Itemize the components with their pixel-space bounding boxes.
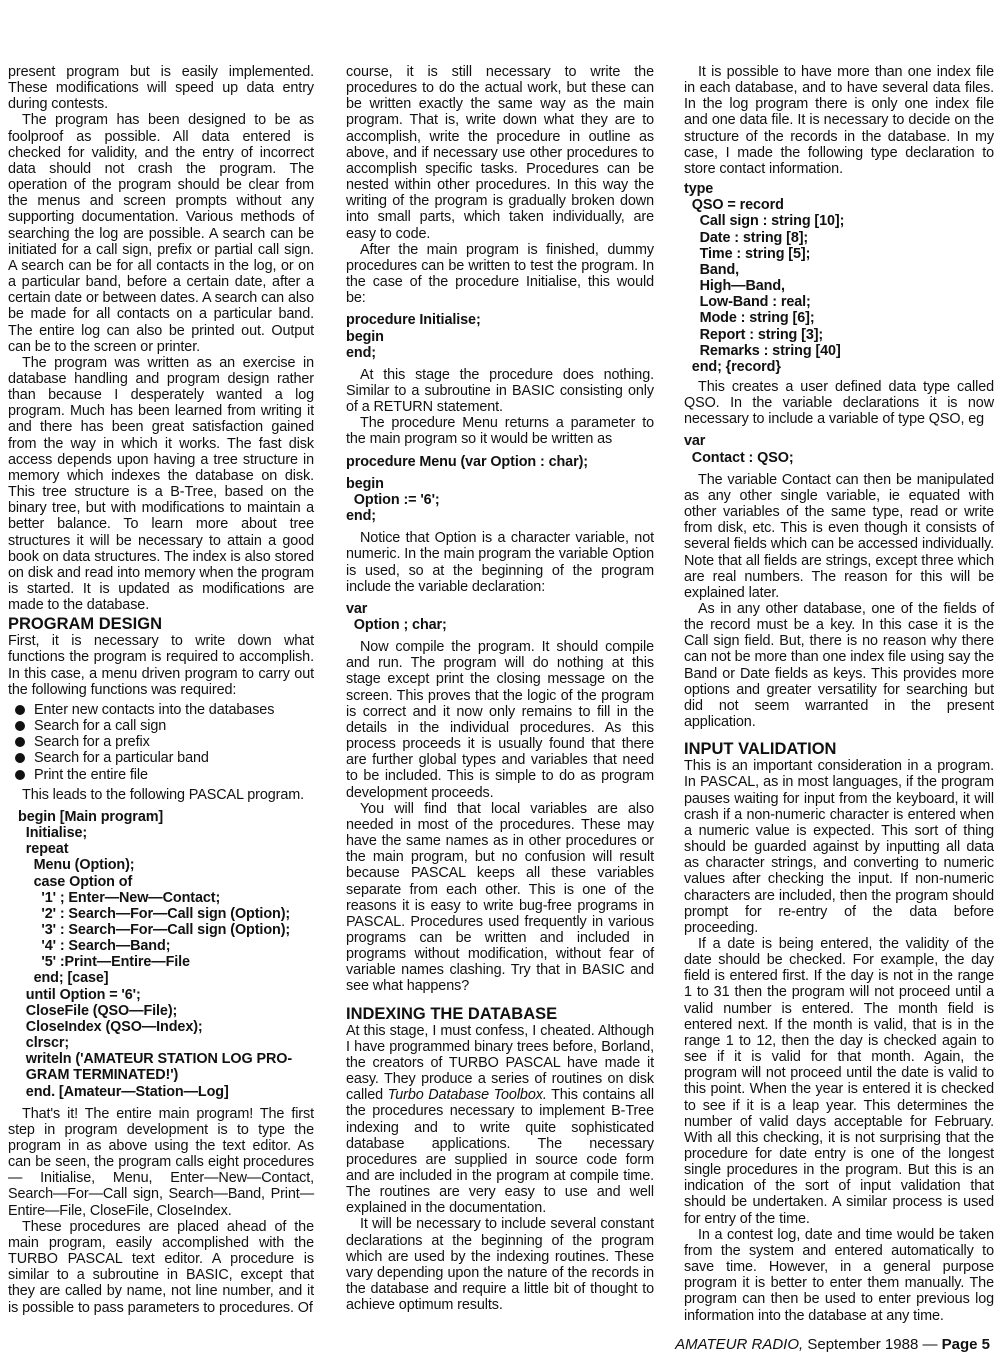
- paragraph: The variable Contact can then be manipulated as any other single variable, ie equated with other variables of the same type, read or write from disk, etc. This is even though it consists of several fields which can be accessed individually. Note that all fields are strings, except three which are real numbers. The reason for this will be explained later.: [684, 471, 994, 601]
- code-block-main-program: begin [Main program] Initialise; repeat Menu (Option); case Option of '1' ; Enter—New—Contact; '2' : Search—For—Call sign (Option); '3' : Search—For—Call sign (Option); '4' : Search—Band; '5' :Print—Entire—File end; [case] until Option = '6'; CloseFile (QSO—File); CloseIndex (QSO—Index); clrscr; writeln ('AMATEUR STATION LOG PRO- GRAM TERMINATED!') end. [Amateur—Station—Log]: [18, 808, 293, 1100]
- paragraph: If a date is being entered, the validity of the date should be checked. For example, the day field is entered first. If the day is not in the range 1 to 31 then the program will not proceed until a valid number is entered. The month field is entered next. If the month is valid, that is in the range 1 to 12, then the day is checked again to see if it is valid for that month. Again, the program will not proceed until the date is valid to this point. When the year is entered it is checked to see if it is a leap year. This determines the number of valid days acceptable for February. With all this checking, it is not surprising that the procedure for date entry is one of the longest single procedures in the program. But this is an indication of the sort of input validation that should be undertaken. A similar process is used for entry of the time.: [684, 935, 994, 1227]
- paragraph: The procedure Menu returns a parameter to the main program so it would be written as: [346, 415, 654, 448]
- paragraph: The program has been designed to be as foolproof as possible. All data entered is checked for validity, and the entry of incorrect data should not crash the program. The operation of the program should be clear from the menus and screen prompts without any supporting documentation. Various methods of searching the log are possible. A search can be initiated for a call sign, prefix or partial call sign. A search can be for all contacts in the log, or on a particular band, before a certain date, after a certain date or between dates. A search can also be made for all contacts on a particular band. The entire log can also be printed out. Output can be to the screen or printer.: [8, 112, 314, 355]
- paragraph: These procedures are placed ahead of the main program, easily accomplished with the TURBO PASCAL text editor. A procedure is similar to a subroutine in BASIC, except that they are called by name, not line number, and it is possible to pass parameters to procedures. Of: [8, 1218, 314, 1316]
- paragraph: present program but is easily implemented. These modifications will speed up data entry during contests.: [8, 64, 314, 113]
- page-footer: [675, 1336, 990, 1354]
- list-item: Search for a particular band: [34, 750, 314, 766]
- paragraph: The program was written as an exercise in database handling and program design rather than because I desperately wanted a log program. Much has been learned from writing it and there has been great satisfaction gained from the way in which it works. The fast disk access depends upon having a tree structure in memory which indexes the database on disk. This tree structure is a B-Tree, based on the binary tree, but with modifications to maintain a better balance. To learn more about tree structures it will be necessary to attain a good book on data structures. The index is also stored on disk and read into memory when the program is started. It is updated as modifications are made to the database.: [8, 354, 314, 614]
- book-title: Turbo Database Toolbox.: [387, 1087, 547, 1104]
- list-item: Print the entire file: [34, 767, 314, 783]
- code-block-var-contact: var Contact : QSO;: [684, 433, 794, 466]
- paragraph: At this stage, I must confess, I cheated. Although I have programmed binary trees before, Borland, the creators of TURBO PASCAL have made it easy. They produce a series of routines on disk called Turbo Database Toolbox. This contains all the procedures necessary to implement B-Tree indexing and to write quite sophisticated database applications. The necessary procedures are supplied in source code form and are included in the program at compile time. The routines are very easy to use and well explained in the documentation.: [346, 1022, 654, 1217]
- code-block-type-qso: type QSO = record Call sign : string [10]; Date : string [8]; Time : string [5]; Band, High—Band, Low-Band : real; Mode : string [6]; Report : string [3]; Remarks : string [40] end; {record}: [684, 181, 845, 375]
- paragraph: At this stage the procedure does nothing. Similar to a subroutine in BASIC consisting only of a RETURN statement.: [346, 366, 654, 416]
- paragraph: This leads to the following PASCAL program.: [22, 786, 305, 803]
- bullet-icon: [15, 753, 25, 763]
- paragraph: First, it is necessary to write down what functions the program is required to accomplish. In this case, a menu driven program to carry out the following functions was required:: [8, 633, 314, 698]
- section-heading-program-design: PROGRAM DESIGN: [8, 615, 163, 634]
- paragraph: Now compile the program. It should compile and run. The program will do nothing at this stage except print the closing message on the screen. This proves that the logic of the program is correct and it now only remains to fill in the details in the individual procedures. As this process proceeds it is usually found that there are further global types and variables that need to be included. This is simple to do as program development proceeds.: [346, 639, 654, 801]
- paragraph: After the main program is finished, dummy procedures can be written to test the program. In the case of the procedure Initialise, this would be:: [346, 241, 654, 307]
- code-block-menu-header: procedure Menu (var Option : char);: [346, 453, 588, 470]
- bullet-icon: [15, 705, 25, 715]
- issue-date: September 1988 —: [803, 1336, 942, 1353]
- code-block-initialise: procedure Initialise; begin end;: [346, 312, 481, 361]
- bullet-icon: [15, 770, 25, 780]
- code-block-var-option: var Option ; char;: [346, 600, 447, 633]
- paragraph: In a contest log, date and time would be taken from the system and entered automatically to save time. However, in a general purpose program it is better to enter them manually. The program can then be used to enter previous log information into the database at any time.: [684, 1226, 994, 1324]
- column-2: [346, 64, 654, 1313]
- page-number: Page 5: [941, 1336, 990, 1353]
- section-heading-input-validation: INPUT VALIDATION: [684, 740, 837, 759]
- list-item: Search for a call sign: [34, 718, 314, 734]
- bullet-icon: [15, 737, 25, 747]
- paragraph: It is possible to have more than one index file in each database, and to have several data files. In the log program there is only one index file and one data file. It is necessary to decide on the structure of the records in the database. In my case, I made the following type declaration to store contact information.: [684, 64, 994, 177]
- paragraph: Notice that Option is a character variable, not numeric. In the main program the variable Option is used, so at the beginning of the program include the variable declaration:: [346, 530, 654, 595]
- bullet-icon: [15, 721, 25, 731]
- paragraph: That's it! The entire main program! The first step in program development is to type the program in as above using the text editor. As can be seen, the program calls eight procedures — Initialise, Menu, Enter—New—Contact, Search—For—Call sign, Search—Band, Print—Entire—File, CloseFile, CloseIndex.: [8, 1105, 314, 1219]
- paragraph: It will be necessary to include several constant declarations at the beginning of the program which are used by the indexing routines. These vary depending upon the nature of the records in the database and require a little bit of thought to achieve optimum results.: [346, 1216, 654, 1314]
- code-block-menu-body: begin Option := '6'; end;: [346, 475, 440, 525]
- section-heading-indexing: INDEXING THE DATABASE: [346, 1004, 558, 1023]
- list-item: Enter new contacts into the databases: [34, 702, 314, 718]
- paragraph: This is an important consideration in a program. In PASCAL, as in most languages, if the program pauses waiting for input from the keyboard, it will crash if a non-numeric character is entered when a numeric value is expected. This sort of thing should be guarded against by inputting all data as character strings, and converting to numeric values after checking the input. If non-numeric characters are included, then the program should prompt for re-entry of the data before proceeding.: [684, 758, 994, 936]
- magazine-name: AMATEUR RADIO,: [675, 1336, 804, 1353]
- paragraph: course, it is still necessary to write the procedures to do the actual work, but these can be written exactly the same way as the main program. That is, write down what they are to accomplish, write the procedure in outline as above, and if necessary use other procedures to accomplish specific tasks. Procedures can be nested within other procedures. In this way the writing of the program is gradually broken down into small parts, which taken individually, are easy to code.: [346, 64, 654, 242]
- list-item: Search for a prefix: [34, 734, 314, 750]
- column-3: [684, 64, 994, 1324]
- column-1: [8, 64, 314, 1316]
- paragraph: This creates a user defined data type called QSO. In the variable declarations it is now necessary to include a variable of type QSO, eg: [684, 378, 994, 428]
- paragraph: As in any other database, one of the fields of the record must be a key. In this case it is the Call sign field. But, there is no reason why there can not be more than one index file using say the Band or Date fields as keys. This provides more options and greater versatility for searching but did not seem warranted in the present application.: [684, 601, 994, 731]
- function-list: [8, 702, 314, 783]
- paragraph: You will find that local variables are also needed in most of the procedures. These may have the same names as in other procedures or the main program, but no confusion will result because PASCAL keeps all these variables separate from each other. This is one of the reasons it is easy to write bug-free programs in PASCAL. Procedures used frequently in various programs can be written and included in programs without modification, without fear of variable names clashing. Try that in BASIC and see what happens?: [346, 800, 654, 995]
